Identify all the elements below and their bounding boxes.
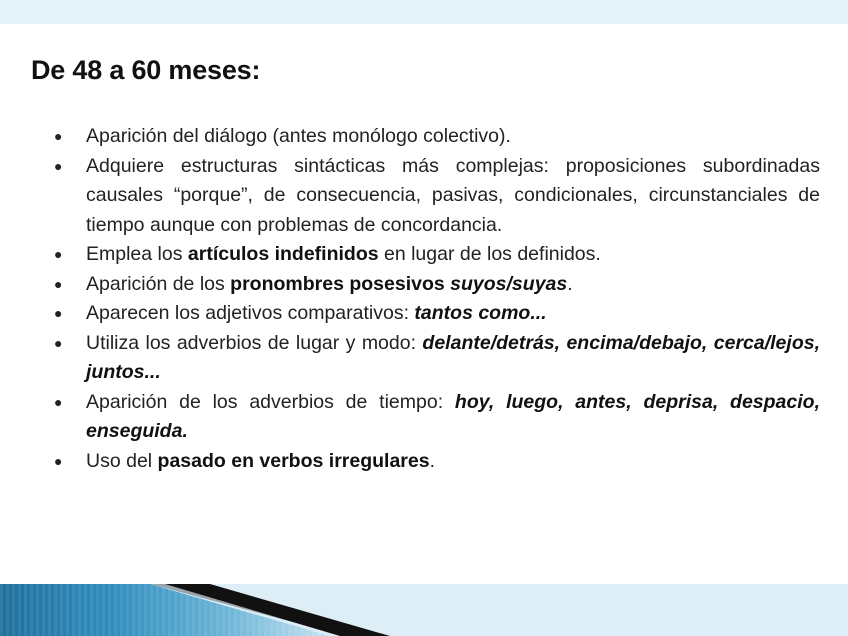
bullet-emphasis-italic: hoy, luego, antes, deprisa, despacio, enseguida. [86,390,820,442]
bullet-item [50,240,820,270]
bullet-dot-icon: ● [54,157,63,174]
bullet-text: Aparición de los adverbios de tiempo: [86,390,455,413]
bullet-dot-icon: ● [54,246,63,262]
bullet-text: . [429,449,435,472]
bullet-item [50,152,820,241]
bullet-text: Aparición del diálogo (antes monólogo colectivo). [86,125,511,147]
bullet-item [50,270,820,300]
bullet-text: Emplea los [86,243,188,265]
bullet-text: Utiliza los adverbios de lugar y modo: [86,331,423,354]
bullet-item [50,299,820,329]
bullet-emphasis-italic: tantos como... [414,302,547,324]
bullet-emphasis-italic: delante/detrás, encima/debajo, cerca/lejos, juntos... [86,331,820,383]
bullet-item [50,447,820,477]
bullet-emphasis-italic: suyos/suyas [450,272,568,295]
bullet-text: Adquiere estructuras sintácticas más complejas: proposiciones subordinadas causales “porque”, de consecuencia, pasivas, condicionales, circunstanciales de tiempo aunque con problemas de concordancia. [86,154,820,236]
bullet-emphasis: pasado en verbos irregulares [157,449,430,472]
bullet-text: Aparición de los [86,272,231,295]
bullet-dot-icon: ● [54,334,63,351]
bullet-text: en lugar de los definidos. [378,243,601,265]
bullet-text: . [567,272,573,295]
slide-title: De 48 a 60 meses: [31,55,261,85]
bullet-list [50,122,820,476]
bullet-text: Uso del [86,449,158,472]
bullet-emphasis: pronombres posesivos [230,272,445,295]
bullet-dot-icon: ● [54,128,63,144]
bullet-dot-icon: ● [54,305,63,321]
bullet-dot-icon: ● [54,452,63,469]
bottom-decoration-graphic [0,584,848,636]
bullet-emphasis [450,273,567,295]
bullet-item [50,388,820,447]
bullet-item [50,122,820,152]
bullet-emphasis [414,302,546,324]
bullet-emphasis: artículos indefinidos [187,243,379,265]
top-decorative-band [0,0,848,24]
bullet-dot-icon: ● [54,393,63,410]
bullet-dot-icon: ● [54,275,63,292]
bullet-text: Aparecen los adjetivos comparativos: [86,302,415,324]
bullet-item [50,329,820,388]
